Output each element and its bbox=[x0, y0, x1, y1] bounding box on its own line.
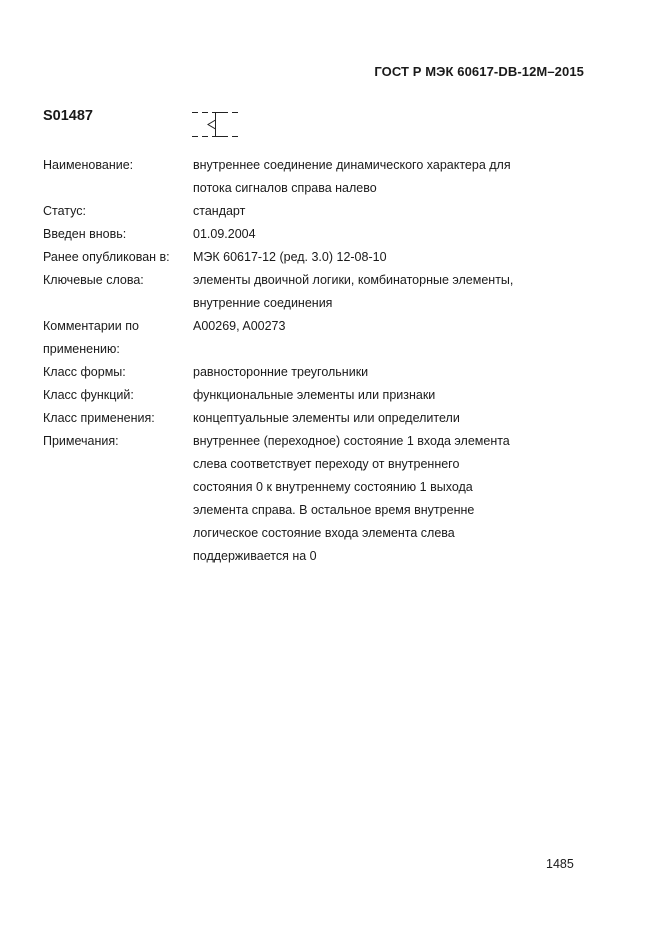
value-line: потока сигналов справа налево bbox=[193, 181, 377, 195]
value-line: внутреннее (переходное) состояние 1 входа элемента bbox=[193, 434, 510, 448]
row-previously-published bbox=[43, 246, 603, 269]
symbol-code: S01487 bbox=[43, 108, 93, 124]
value-line: концептуальные элементы или определители bbox=[193, 411, 460, 425]
label-line: применению: bbox=[43, 342, 120, 356]
row-application-class bbox=[43, 407, 603, 430]
label-function-class: Класс функций: bbox=[43, 388, 134, 402]
row-name bbox=[43, 154, 603, 200]
value-keywords bbox=[193, 269, 603, 315]
value-shape-class bbox=[193, 361, 603, 384]
label-status: Статус: bbox=[43, 204, 86, 218]
row-notes bbox=[43, 430, 603, 568]
label-application-comments bbox=[43, 315, 193, 361]
document-header-standard: ГОСТ Р МЭК 60617-DB-12M–2015 bbox=[374, 64, 584, 79]
row-shape-class bbox=[43, 361, 603, 384]
value-line: равносторонние треугольники bbox=[193, 365, 369, 379]
row-introduced bbox=[43, 223, 603, 246]
value-notes bbox=[193, 430, 603, 568]
internal-connection-symbol-icon bbox=[190, 108, 246, 140]
row-application-comments bbox=[43, 315, 603, 361]
value-application-comments bbox=[193, 315, 603, 361]
value-line: функциональные элементы или признаки bbox=[193, 388, 436, 402]
value-application-class bbox=[193, 407, 603, 430]
value-status bbox=[193, 200, 603, 223]
value-line: слева соответствует переходу от внутреннего bbox=[193, 457, 460, 471]
value-line: МЭК 60617-12 (ред. 3.0) 12-08-10 bbox=[193, 250, 387, 264]
value-previously-published bbox=[193, 246, 603, 269]
value-function-class bbox=[193, 384, 603, 407]
label-application-class: Класс применения: bbox=[43, 411, 155, 425]
value-line: внутренние соединения bbox=[193, 296, 333, 310]
label-keywords: Ключевые слова: bbox=[43, 273, 144, 287]
label-line: Комментарии по bbox=[43, 319, 139, 333]
value-line: внутреннее соединение динамического характера для bbox=[193, 158, 511, 172]
value-introduced bbox=[193, 223, 603, 246]
row-function-class bbox=[43, 384, 603, 407]
label-name: Наименование: bbox=[43, 158, 134, 172]
page-number: 1485 bbox=[546, 857, 574, 871]
row-status bbox=[43, 200, 603, 223]
value-line: A00269, A00273 bbox=[193, 319, 286, 333]
value-line: логическое состояние входа элемента слева bbox=[193, 526, 455, 540]
value-line: состояния 0 к внутреннему состоянию 1 выхода bbox=[193, 480, 473, 494]
label-introduced: Введен вновь: bbox=[43, 227, 127, 241]
symbol-properties bbox=[43, 154, 603, 568]
value-line: элементы двоичной логики, комбинаторные элементы, bbox=[193, 273, 514, 287]
label-notes: Примечания: bbox=[43, 434, 119, 448]
value-line: элемента справа. В остальное время внутренне bbox=[193, 503, 475, 517]
label-previously-published: Ранее опубликован в: bbox=[43, 250, 170, 264]
row-keywords bbox=[43, 269, 603, 315]
value-name bbox=[193, 154, 603, 200]
value-line: стандарт bbox=[193, 204, 246, 218]
label-shape-class: Класс формы: bbox=[43, 365, 126, 379]
value-line: поддерживается на 0 bbox=[193, 549, 317, 563]
value-line: 01.09.2004 bbox=[193, 227, 256, 241]
